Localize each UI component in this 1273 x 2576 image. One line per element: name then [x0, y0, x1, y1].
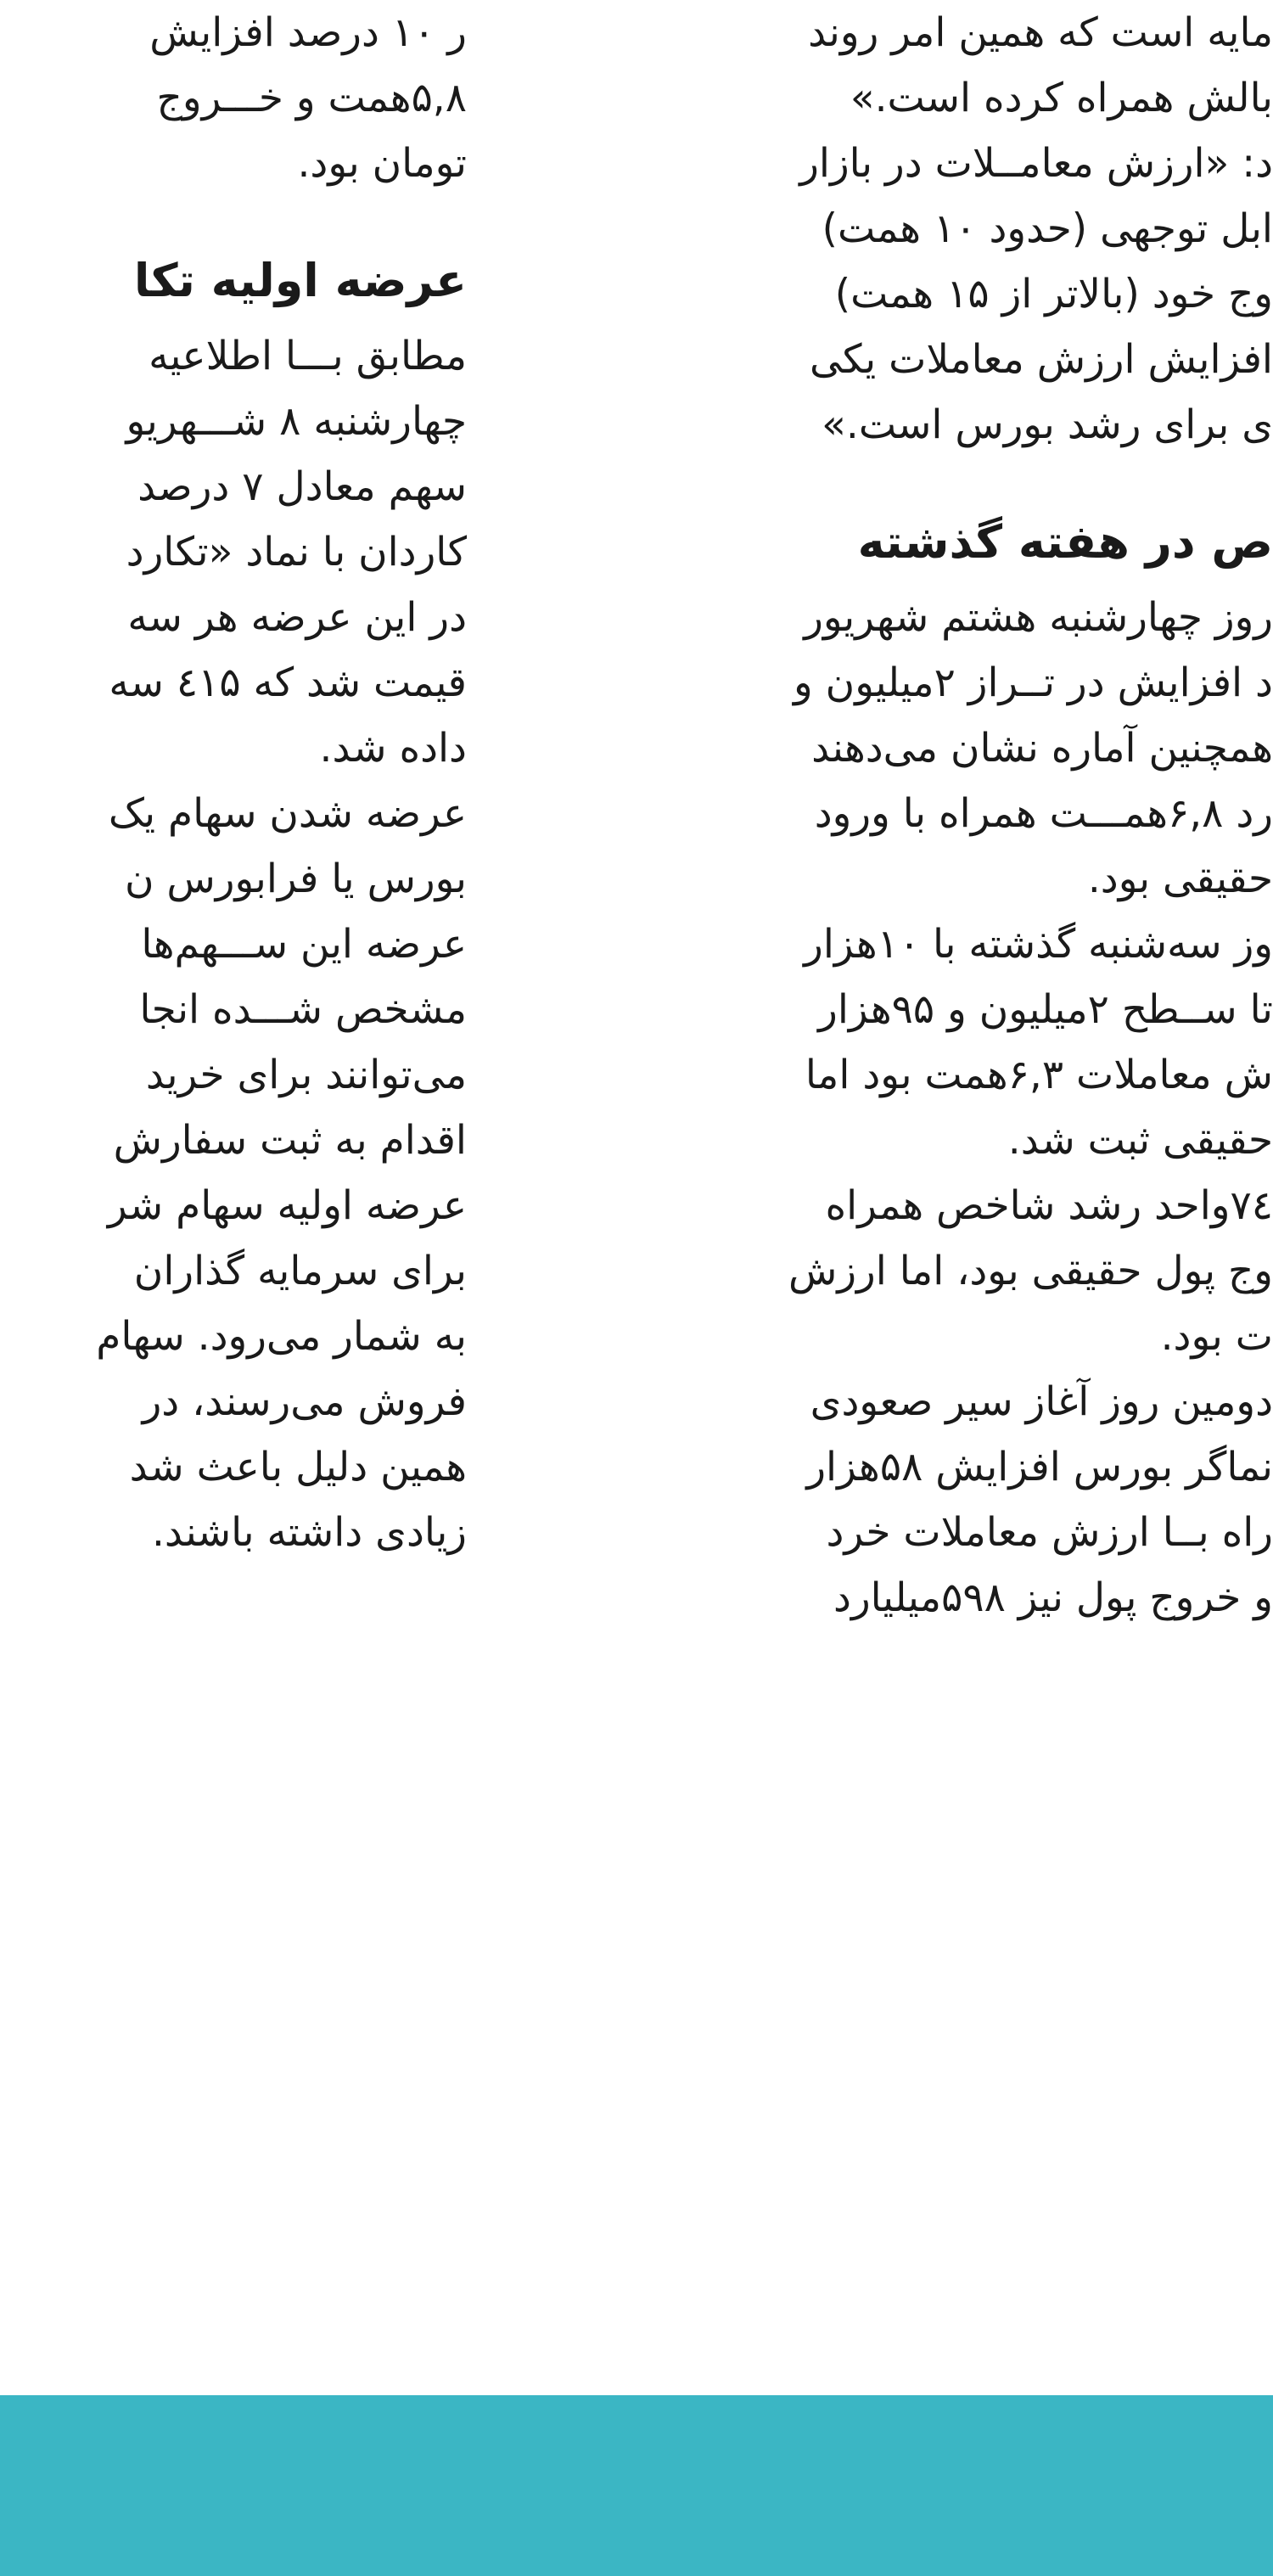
text-line: زیادی داشته باشند.	[151, 1509, 467, 1556]
text-line: داده شد.	[319, 725, 467, 772]
text-line: مطابق بـــا اطلاعیه	[149, 333, 467, 379]
text-line: تومان بود.	[297, 140, 467, 187]
paragraph-gap	[479, 457, 1273, 500]
left-article-column	[0, 0, 467, 1565]
text-line: عرضه این ســـهم‌ها	[141, 921, 467, 968]
text-line: ش معاملات ۶,۳همت بود اما	[805, 1052, 1273, 1098]
text-line: حقیقی ثبت شد.	[1007, 1117, 1273, 1164]
text-line: د افزایش در تــراز ۲میلیون و	[794, 659, 1273, 706]
text-line: چهارشنبه ۸ شـــهریو	[126, 398, 467, 445]
text-line: تا ســطح ۲میلیون و ۹۵هزار	[818, 986, 1273, 1033]
text-line: مایه است که همین امر روند	[808, 9, 1273, 56]
text-line: نماگر بورس افزایش ۵۸هزار	[806, 1444, 1273, 1490]
section-heading: عرضه اولیه تکا	[133, 254, 467, 307]
text-line: راه بــا ارزش معاملات خرد	[826, 1509, 1273, 1556]
text-line: بالش همراه کرده است.»	[850, 75, 1273, 121]
text-line: همچنین آماره نشان می‌دهند	[811, 725, 1273, 772]
text-line: برای سرمایه گذاران	[133, 1248, 467, 1294]
text-line: رد ۶,۸همـــت همراه با ورود	[814, 790, 1273, 837]
right-article-column	[479, 0, 1273, 1630]
section-heading: ص در هفته گذشته	[857, 515, 1273, 569]
text-line: ابل توجهی (حدود ۱۰ همت)	[822, 205, 1273, 252]
text-line: وز سه‌شنبه گذشته با ۱۰هزار	[804, 921, 1273, 968]
text-line: قیمت شد که ٤۱۵ سه	[109, 659, 467, 706]
text-line: افزایش ارزش معاملات یکی	[809, 336, 1273, 383]
text-line: مشخص شـــده انجا	[139, 986, 467, 1033]
text-line: می‌توانند برای خرید	[145, 1052, 467, 1098]
text-line: همین دلیل باعث شد	[129, 1444, 467, 1490]
text-line: ۵,۸همت و خـــروج	[156, 75, 467, 121]
text-line: روز چهارشنبه هشتم شهریور	[804, 594, 1273, 641]
text-line: حقیقی بود.	[1087, 856, 1273, 902]
text-line: کاردان با نماد «تکارد	[126, 529, 467, 575]
text-line: در این عرضه هر سه	[127, 594, 467, 641]
text-line: وج پول حقیقی بود، اما ارزش	[788, 1248, 1273, 1294]
text-line: ی برای رشد بورس است.»	[822, 401, 1273, 448]
text-line: به شمار می‌رود. سهام	[96, 1313, 467, 1360]
text-line: وج خود (بالاتر از ۱۵ همت)	[834, 271, 1273, 317]
text-line: و خروج پول نیز ۵۹۸میلیارد	[833, 1574, 1273, 1621]
text-line: فروش می‌رسند، در	[142, 1378, 467, 1425]
text-line: د: «ارزش معامــلات در بازار	[799, 140, 1273, 187]
text-line: دومین روز آغاز سیر صعودی	[810, 1378, 1273, 1425]
text-line: بورس یا فرابورس ن	[124, 856, 467, 902]
text-line: عرضه اولیه سهام شر	[107, 1182, 467, 1229]
paragraph-gap	[0, 196, 467, 239]
text-line: عرضه شدن سهام یک	[108, 790, 467, 837]
text-line: اقدام به ثبت سفارش	[113, 1117, 467, 1164]
text-line: سهم معادل ۷ درصد	[137, 463, 467, 510]
footer-color-band	[0, 2395, 1273, 2576]
text-line: ۷٤واحد رشد شاخص همراه	[825, 1182, 1273, 1229]
text-line: ت بود.	[1160, 1313, 1273, 1360]
text-line: ر ۱۰ درصد افزایش	[149, 9, 467, 56]
